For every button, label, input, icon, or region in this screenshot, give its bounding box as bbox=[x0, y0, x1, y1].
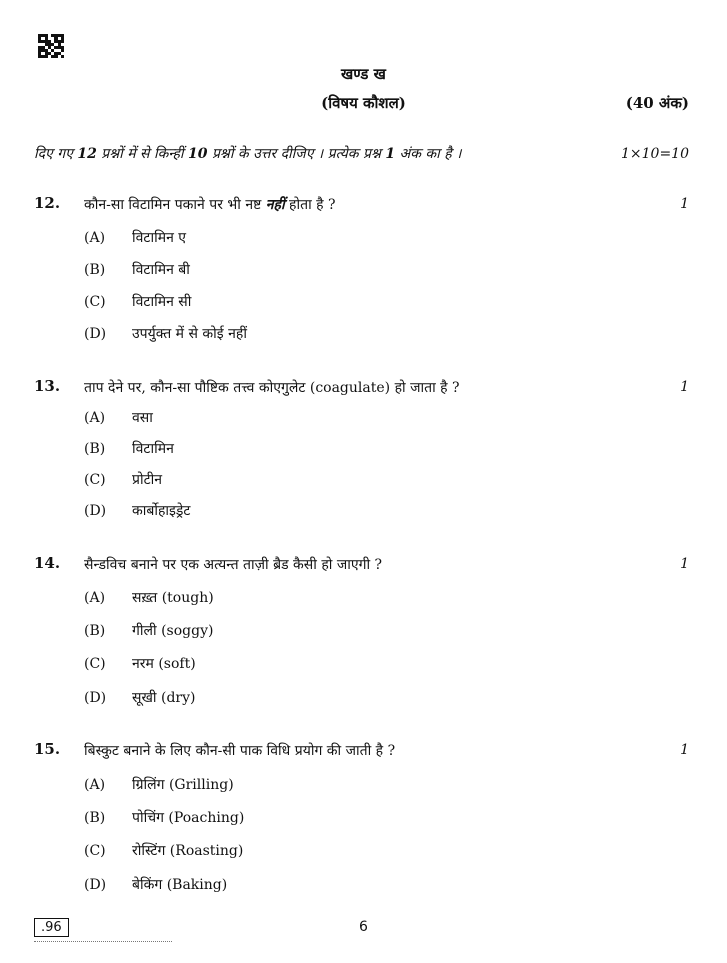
question-number: 14. bbox=[34, 554, 61, 572]
question-marks: 1 bbox=[680, 556, 689, 572]
question-text: कौन-सा विटामिन पकाने पर भी नष्ट नहीं होता है ? bbox=[84, 197, 336, 213]
option-c: (C) रोस्टिंग (Roasting) bbox=[84, 843, 244, 859]
option-c: (C) विटामिन सी bbox=[84, 294, 192, 310]
question-text: बिस्कुट बनाने के लिए कौन-सी पाक विधि प्रयोग की जाती है ? bbox=[84, 743, 396, 759]
option-b: (B) गीली (soggy) bbox=[84, 623, 214, 639]
option-a: (A) विटामिन ए bbox=[84, 230, 187, 246]
question-text: सैन्डविच बनाने पर एक अत्यन्त ताज़ी ब्रैड कैसी हो जाएगी ? bbox=[84, 557, 383, 573]
option-c: (C) नरम (soft) bbox=[84, 656, 196, 672]
option-b: (B) विटामिन बी bbox=[84, 262, 190, 278]
option-d: (D) बेकिंग (Baking) bbox=[84, 877, 228, 893]
qr-code-icon bbox=[38, 34, 64, 58]
page-number: 6 bbox=[359, 919, 368, 935]
option-a: (A) सख़्त (tough) bbox=[84, 590, 214, 606]
option-d: (D) कार्बोहाइड्रेट bbox=[84, 503, 191, 519]
option-b: (B) पोचिंग (Poaching) bbox=[84, 810, 245, 826]
question-marks: 1 bbox=[680, 196, 689, 212]
instruction-marks: 1×10=10 bbox=[621, 146, 689, 162]
paper-code: .96 bbox=[34, 918, 69, 937]
question-number: 13. bbox=[34, 377, 61, 395]
question-text: ताप देने पर, कौन-सा पौष्टिक तत्त्व कोएगुलेट (coagulate) हो जाता है ? bbox=[84, 380, 460, 396]
section-title: खण्ड ख bbox=[341, 65, 386, 83]
question-marks: 1 bbox=[680, 379, 689, 395]
question-number: 12. bbox=[34, 194, 61, 212]
option-b: (B) विटामिन bbox=[84, 441, 174, 457]
instruction-text: दिए गए 12 प्रश्नों में से किन्हीं 10 प्रश्नों के उत्तर दीजिए । प्रत्येक प्रश्न 1 अंक का है । bbox=[34, 146, 462, 162]
question-number: 15. bbox=[34, 740, 61, 758]
section-subtitle: (विषय कौशल) bbox=[321, 94, 406, 112]
option-d: (D) सूखी (dry) bbox=[84, 690, 196, 706]
option-c: (C) प्रोटीन bbox=[84, 472, 163, 488]
question-marks: 1 bbox=[680, 742, 689, 758]
option-d: (D) उपर्युक्त में से कोई नहीं bbox=[84, 326, 247, 342]
option-a: (A) वसा bbox=[84, 410, 153, 426]
section-marks: (40 अंक) bbox=[625, 94, 689, 112]
option-a: (A) ग्रिलिंग (Grilling) bbox=[84, 777, 234, 793]
footer-divider bbox=[34, 941, 172, 942]
